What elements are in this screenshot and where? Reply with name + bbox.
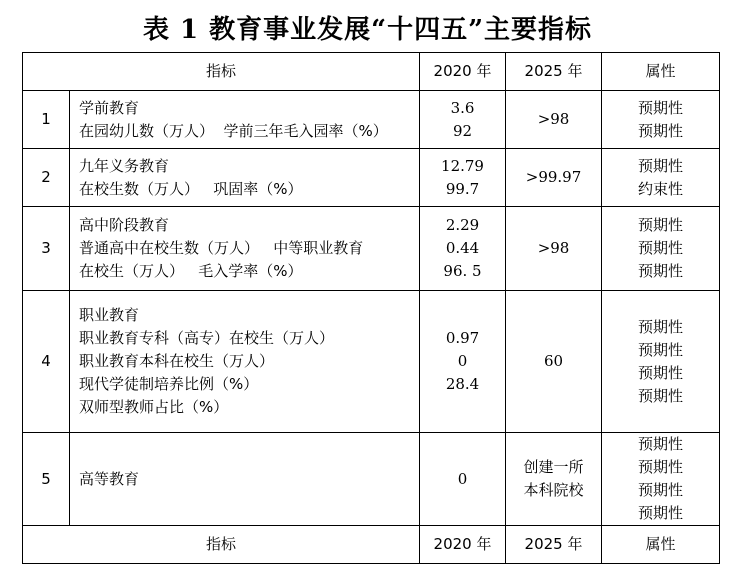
indicator-cell [70,291,420,433]
indicator-cell [70,433,420,526]
value-2020-cell [420,149,506,207]
row-number: 5 [23,433,70,526]
attribute-value: 预期性 [638,458,684,476]
value-2020: 0.97 [445,329,480,347]
footer-attribute: 属性 [602,526,720,564]
value-2020: 2.29 [445,216,480,234]
attribute-value: 预期性 [638,317,684,336]
attribute-cell [602,207,720,291]
table-title: 表 1 教育事业发展“十四五”主要指标 [142,15,593,45]
value-2025-cell [506,207,602,291]
attribute-value: 预期性 [638,504,684,522]
value-2020: 99.7 [445,179,480,198]
table-row [23,291,720,433]
indicator-line: 在校生数（万人） 巩固率（%） [79,179,303,198]
table-row [23,207,720,291]
value-2020: 0 [457,352,468,370]
value-2020: 92 [452,121,473,140]
row-number: 3 [23,207,70,291]
value-2020: 12.79 [441,156,484,175]
attribute-value: 预期性 [638,98,684,117]
indicator-cell [70,149,420,207]
indicator-line: 职业教育专科（高专）在校生（万人） [79,329,335,347]
table-row [23,433,720,526]
value-2020-cell [420,291,506,433]
indicator-line: 职业教育本科在校生（万人） [79,352,275,370]
value-2025-cell [506,149,602,207]
header-row [23,53,720,91]
attribute-value: 预期性 [638,239,684,257]
row-number: 1 [23,91,70,149]
attribute-value: 约束性 [638,179,684,198]
indicators-table [22,52,720,564]
value-2020-cell [420,91,506,149]
value-2025: >98 [537,110,570,128]
header-attribute: 属性 [602,53,720,91]
indicator-cell [70,207,420,291]
attribute-cell [602,291,720,433]
header-2020: 2020 年 [420,53,506,91]
footer-row [23,526,720,564]
attribute-cell [602,91,720,149]
value-2025-cell [506,433,602,526]
footer-2020: 2020 年 [420,526,506,564]
attribute-value: 预期性 [638,216,684,234]
attribute-value: 预期性 [638,435,684,453]
attribute-value: 预期性 [638,386,684,405]
footer-2025: 2025 年 [506,526,602,564]
table-row [23,149,720,207]
value-2025-cell [506,91,602,149]
indicator-line: 九年义务教育 [79,156,170,175]
header-indicator: 指标 [23,53,420,91]
indicator-line: 在校生（万人） 毛入学率（%） [79,262,303,280]
value-2020: 0.44 [445,239,480,257]
table-row [23,91,720,149]
value-2020-cell [420,207,506,291]
attribute-cell [602,149,720,207]
header-2025: 2025 年 [506,53,602,91]
row-number: 2 [23,149,70,207]
value-2025-cell [506,291,602,433]
indicator-cell [70,91,420,149]
indicator-line: 双师型教师占比（%） [79,398,229,416]
indicator-line: 高中阶段教育 [79,216,170,234]
value-2025: >99.97 [525,168,582,186]
attribute-value: 预期性 [638,363,684,382]
value-2020: 0 [457,469,468,488]
indicator-line: 普通高中在校生数（万人） 中等职业教育 [79,239,364,257]
indicator-line: 高等教育 [79,469,140,488]
value-2020: 28.4 [445,375,480,393]
value-2020: 3.6 [450,98,475,117]
indicator-line: 现代学徒制培养比例（%） [79,375,259,393]
attribute-value: 预期性 [638,262,684,280]
attribute-value: 预期性 [638,156,684,175]
value-2025: 本科院校 [523,481,584,499]
value-2025: 创建一所 [523,458,584,476]
attribute-cell [602,433,720,526]
indicator-line: 学前教育 [79,98,140,117]
attribute-value: 预期性 [638,481,684,499]
value-2020-cell [420,433,506,526]
footer-indicator: 指标 [23,526,420,564]
value-2020: 96. 5 [443,262,482,280]
attribute-value: 预期性 [638,340,684,359]
attribute-value: 预期性 [638,121,684,140]
row-number: 4 [23,291,70,433]
value-2025: 60 [543,352,564,370]
indicator-line: 职业教育 [79,306,140,324]
indicator-line: 在园幼儿数（万人） 学前三年毛入园率（%） [79,121,388,140]
value-2025: >98 [537,239,570,257]
